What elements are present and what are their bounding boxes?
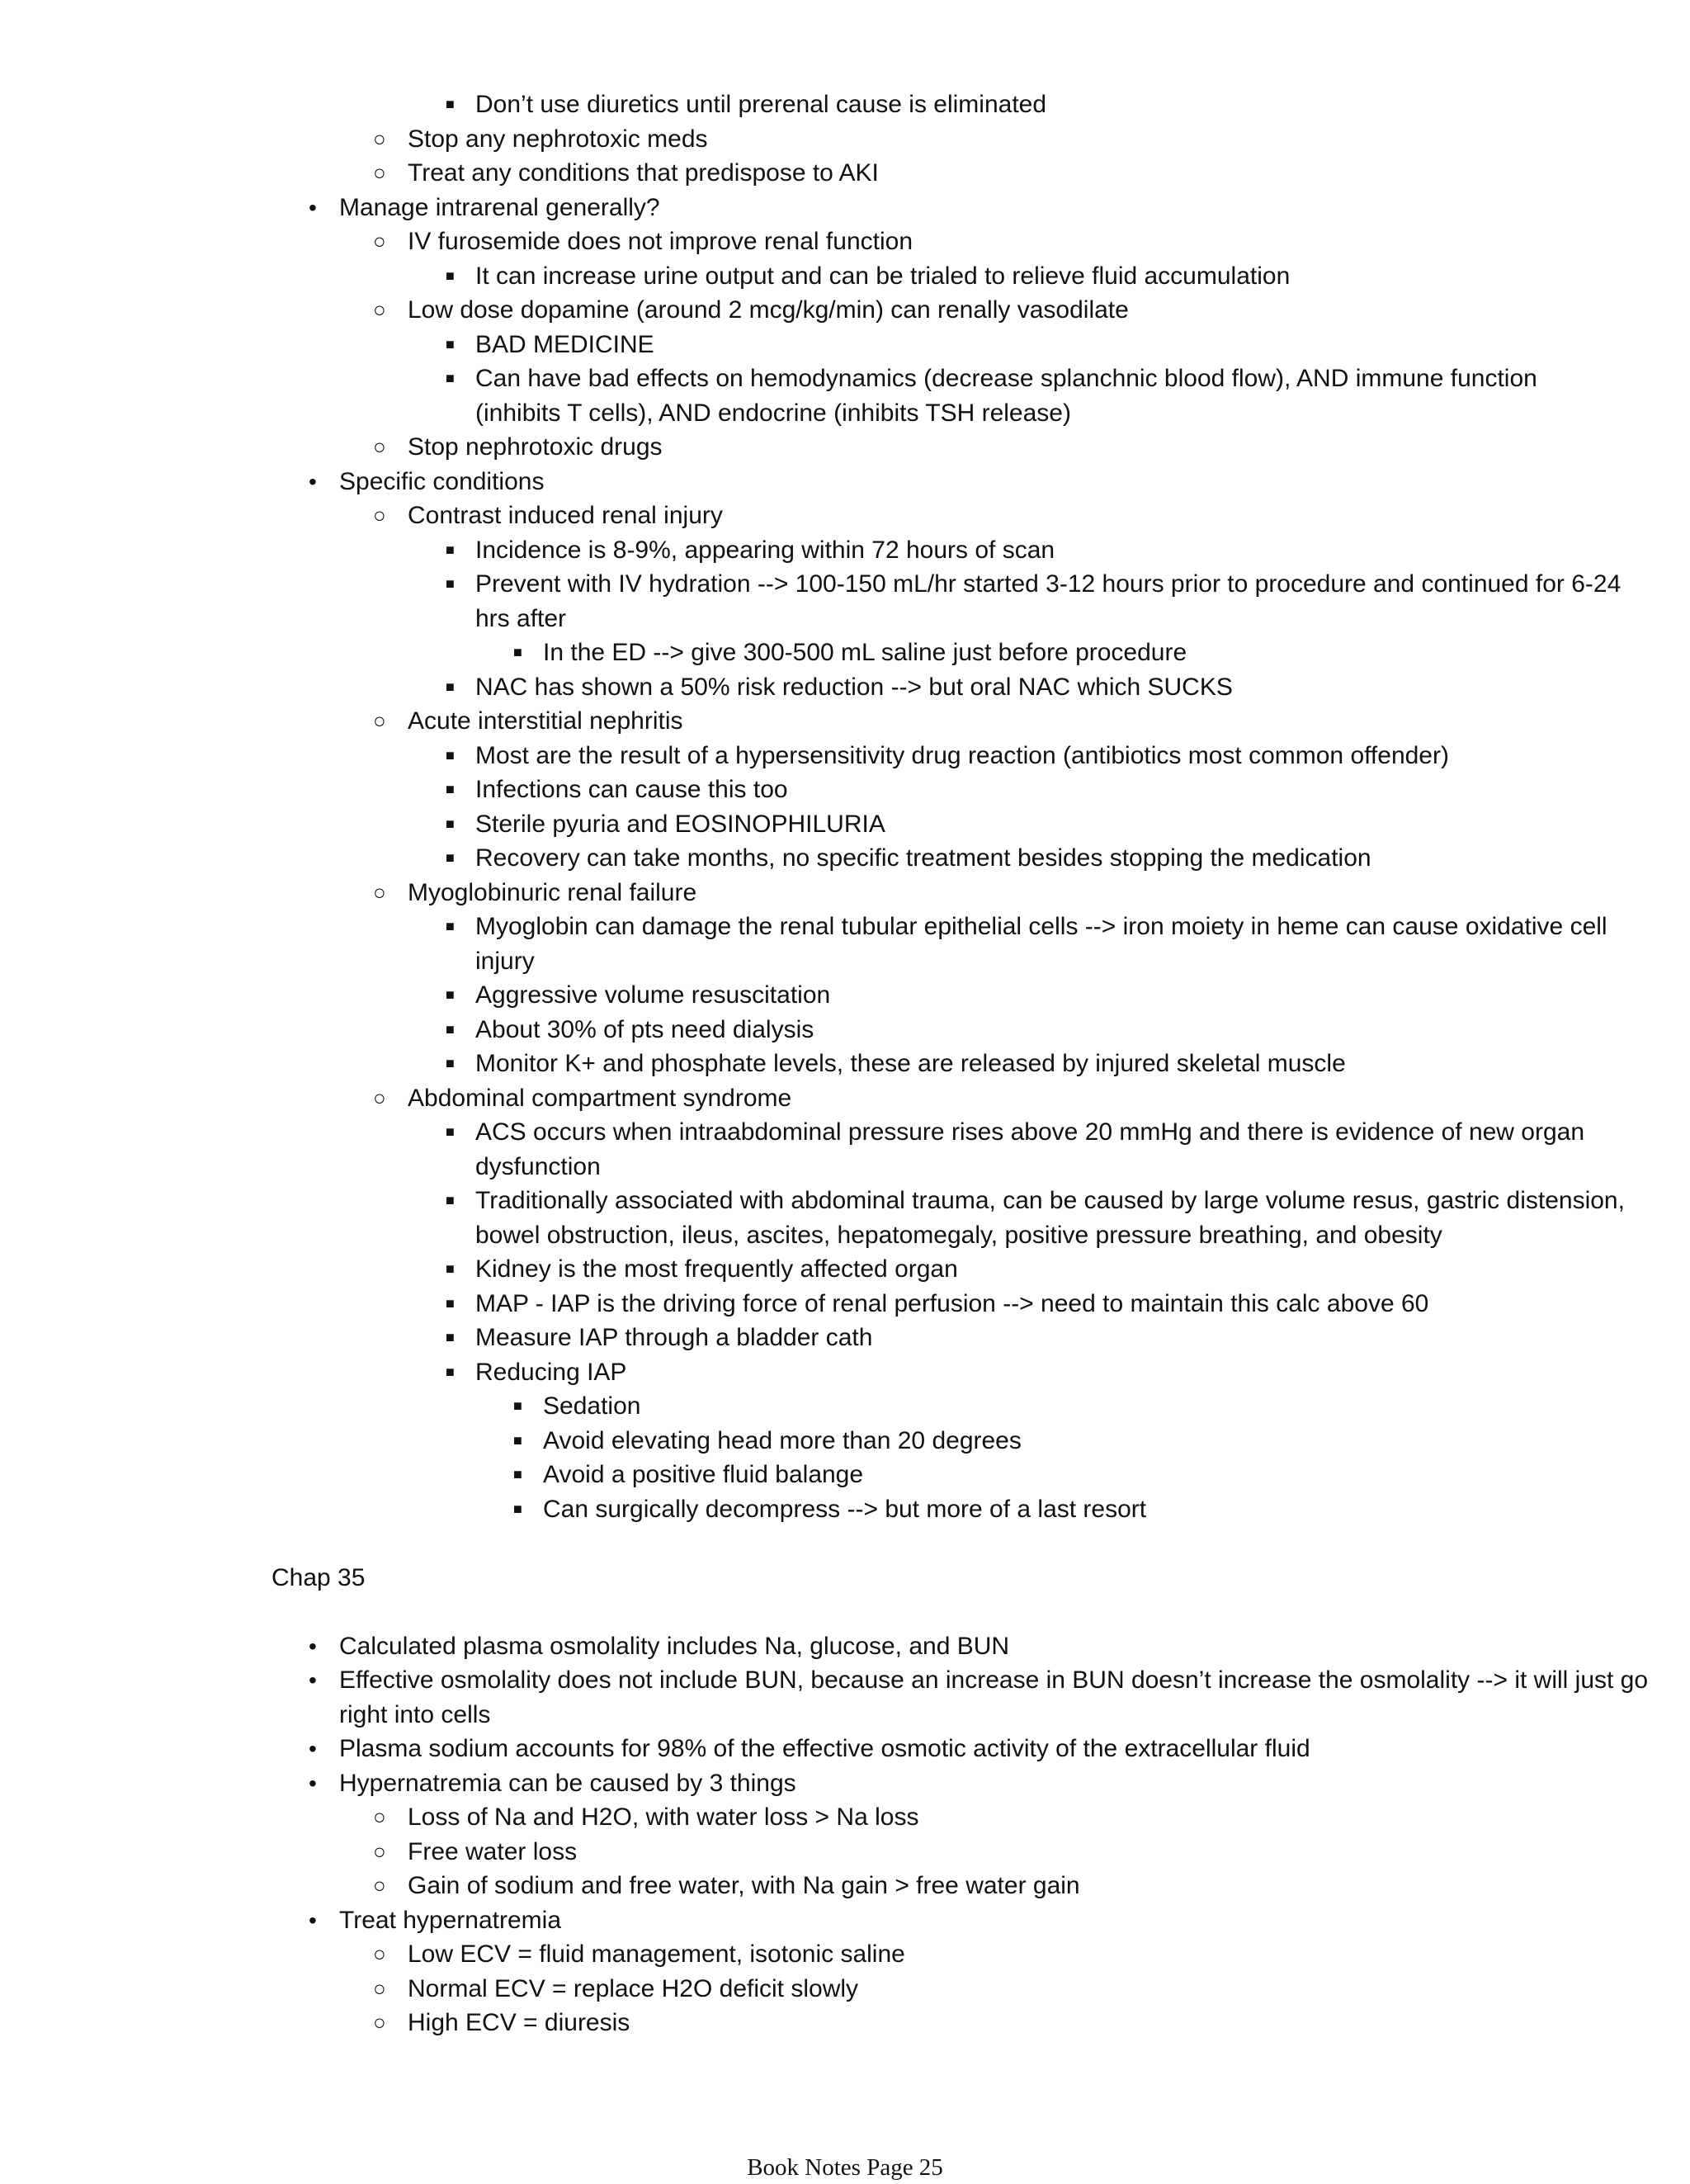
- list-item: ○ Loss of Na and H2O, with water loss > Na loss: [373, 1803, 919, 1831]
- list-item: ■ In the ED --> give 300-500 mL saline just before procedure: [513, 639, 1187, 666]
- list-item: ■ Avoid elevating head more than 20 degrees: [513, 1426, 1022, 1454]
- list-item: • Calculated plasma osmolality includes Na, glucose, and BUN: [309, 1632, 1010, 1660]
- list-item: ■ Avoid a positive fluid balange: [513, 1461, 864, 1488]
- list-item: ■ Don’t use diuretics until prerenal cause is eliminated: [446, 91, 1047, 118]
- list-item: ■ About 30% of pts need dialysis: [446, 1015, 814, 1043]
- list-item: ○ Gain of sodium and free water, with Na gain > free water gain: [373, 1872, 1080, 1899]
- list-item: ○ Acute interstitial nephritis: [373, 707, 683, 735]
- list-item: ■ Sterile pyuria and EOSINOPHILURIA: [446, 810, 885, 838]
- list-item: ■ ACS occurs when intraabdominal pressure rises above 20 mmHg and there is evidence of new organ dysfunction: [446, 1118, 1585, 1180]
- list-item: ■ NAC has shown a 50% risk reduction --> but oral NAC which SUCKS: [446, 673, 1233, 701]
- list-item: ■ Aggressive volume resuscitation: [446, 981, 831, 1009]
- page-number-label: Book Notes Page 25: [747, 2154, 943, 2181]
- list-item: ■ It can increase urine output and can be trialed to relieve fluid accumulation: [446, 262, 1291, 290]
- list-item: ○ Free water loss: [373, 1837, 578, 1865]
- list-item: ■ Can surgically decompress --> but more of a last resort: [513, 1495, 1147, 1523]
- list-item: ○ Low ECV = fluid management, isotonic saline: [373, 1941, 905, 1968]
- list-item: • Plasma sodium accounts for 98% of the effective osmotic activity of the extracellular fluid: [309, 1735, 1310, 1762]
- list-item: ■ Recovery can take months, no specific treatment besides stopping the medication: [446, 844, 1371, 872]
- list-item: ○ Abdominal compartment syndrome: [373, 1084, 792, 1112]
- list-item: • Hypernatremia can be caused by 3 things: [309, 1769, 796, 1797]
- chapter-heading: Chap 35: [271, 1563, 366, 1591]
- list-item: ■ Can have bad effects on hemodynamics (decrease splanchnic blood flow), AND immune function (inhibits T cells), AND endocrine (inhibits TSH release): [446, 365, 1537, 427]
- list-item: ■ Measure IAP through a bladder cath: [446, 1324, 873, 1351]
- list-item: ○ Contrast induced renal injury: [373, 502, 723, 529]
- list-item: ■ MAP - IAP is the driving force of renal perfusion --> need to maintain this calc above 60: [446, 1289, 1429, 1317]
- page-footer: [0, 2153, 1690, 2182]
- notes-document: [0, 87, 1690, 2040]
- list-item: ■ Myoglobin can damage the renal tubular epithelial cells --> iron moiety in heme can cause oxidative cell injury: [446, 913, 1607, 975]
- list-item: ■ Most are the result of a hypersensitivity drug reaction (antibiotics most common offender): [446, 741, 1449, 769]
- list-item: ■ Traditionally associated with abdominal trauma, can be caused by large volume resus, gastric distension, bowel obstruction, ileus, ascites, hepatomegaly, positive pressure breathing, and obesity: [446, 1187, 1625, 1249]
- list-item: ■ Kidney is the most frequently affected organ: [446, 1255, 958, 1283]
- list-item: ○ Myoglobinuric renal failure: [373, 878, 697, 906]
- list-item: • Effective osmolality does not include BUN, because an increase in BUN doesn’t increase the osmolality --> it will just go right into cells: [309, 1666, 1649, 1728]
- list-item: ■ Reducing IAP: [446, 1358, 627, 1386]
- list-item: ■ Infections can cause this too: [446, 776, 788, 803]
- list-item: ○ Normal ECV = replace H2O deficit slowly: [373, 1974, 859, 2002]
- list-item: ○ Low dose dopamine (around 2 mcg/kg/min) can renally vasodilate: [373, 296, 1129, 324]
- list-item: ○ Stop any nephrotoxic meds: [373, 125, 708, 153]
- list-item: • Specific conditions: [309, 467, 545, 495]
- list-item: ■ Sedation: [513, 1392, 641, 1420]
- list-item: • Treat hypernatremia: [309, 1906, 562, 1934]
- list-item: ○ IV furosemide does not improve renal function: [373, 228, 913, 255]
- list-item: ○ High ECV = diuresis: [373, 2009, 630, 2036]
- list-item: ○ Stop nephrotoxic drugs: [373, 433, 663, 461]
- list-item: ○ Treat any conditions that predispose to AKI: [373, 159, 879, 187]
- list-item: • Manage intrarenal generally?: [309, 193, 660, 221]
- list-item: ■ Incidence is 8-9%, appearing within 72 hours of scan: [446, 536, 1055, 564]
- list-item: ■ Monitor K+ and phosphate levels, these are released by injured skeletal muscle: [446, 1050, 1346, 1077]
- list-item: ■ BAD MEDICINE: [446, 330, 654, 358]
- list-item: ■ Prevent with IV hydration --> 100-150 mL/hr started 3-12 hours prior to procedure and continued for 6-24 hrs after: [446, 570, 1622, 632]
